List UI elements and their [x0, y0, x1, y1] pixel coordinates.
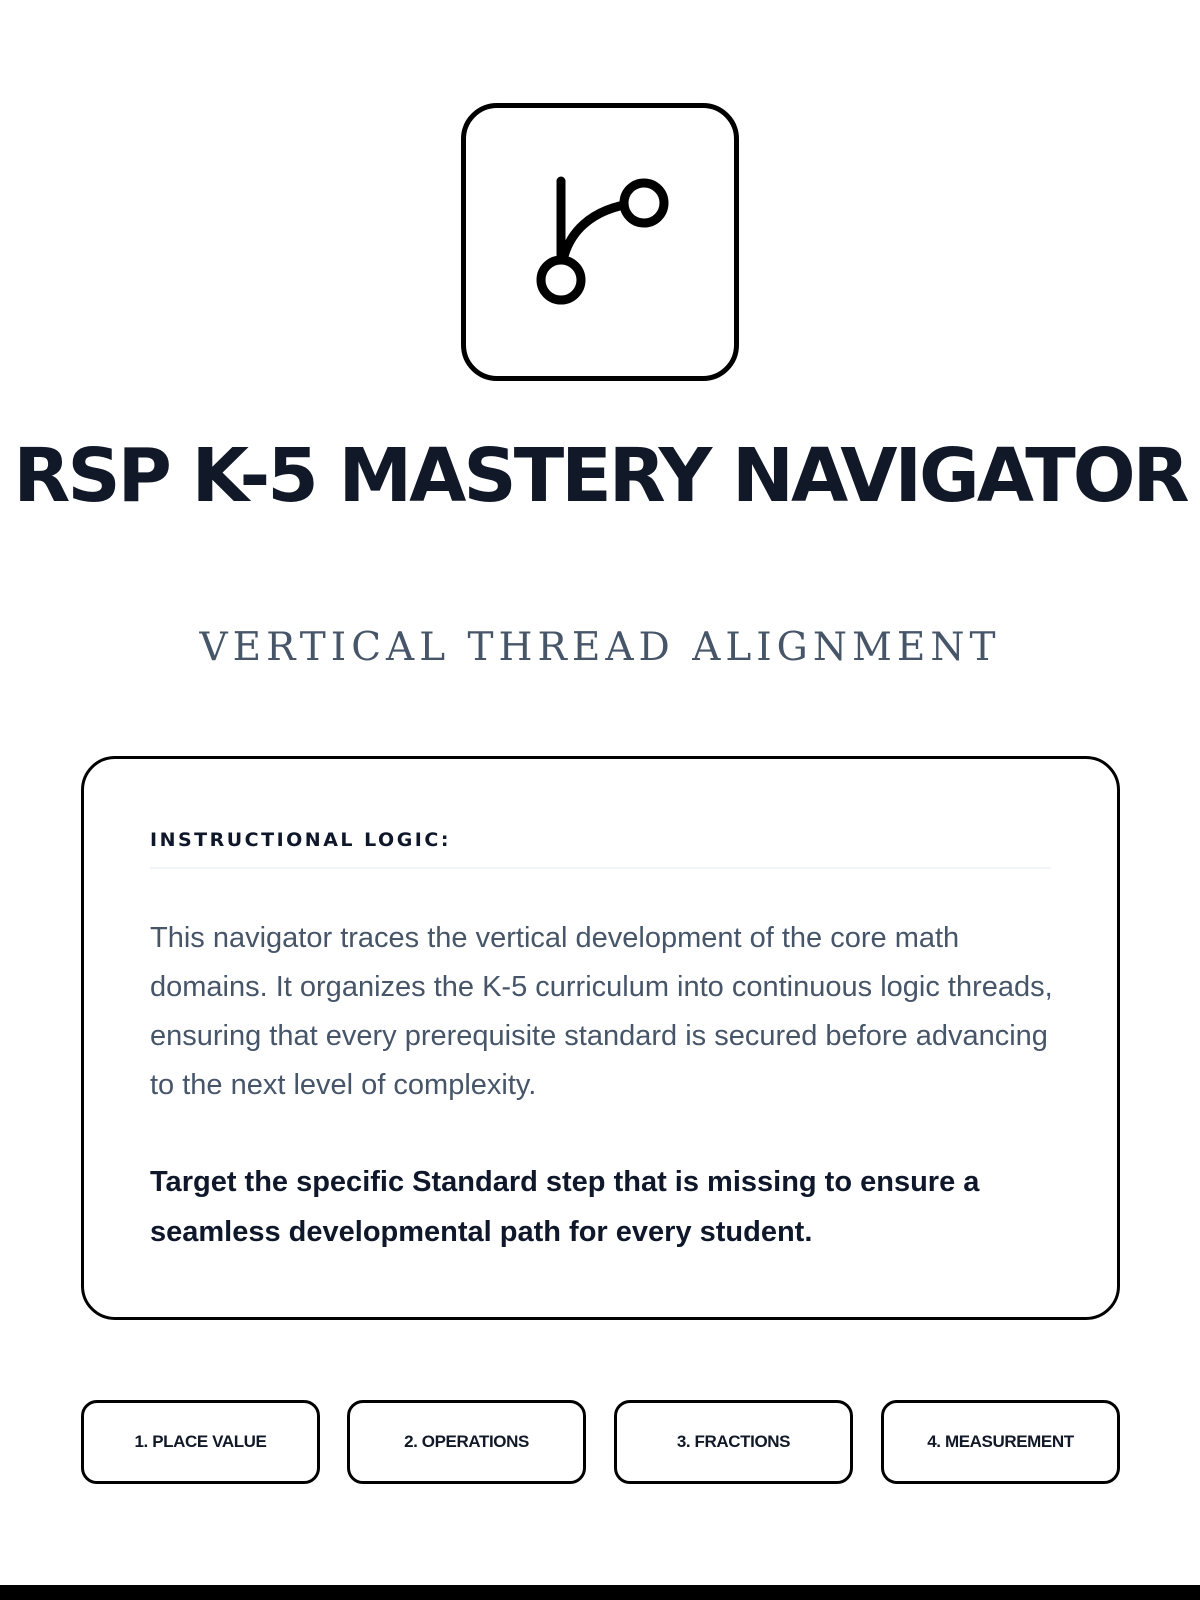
place-value-button[interactable]: 1. PLACE VALUE [81, 1400, 320, 1484]
logo-badge [461, 103, 739, 381]
domain-navigation [81, 1400, 1120, 1484]
instructional-logic-description: This navigator traces the vertical development of the core math domains. It organizes the K-5 curriculum into continuous logic threads, ensuring that every prerequisite standard is secured before advancing to the next level of complexity. [150, 922, 1053, 1101]
operations-button[interactable]: 2. OPERATIONS [347, 1400, 586, 1484]
bottom-bar [0, 1585, 1200, 1600]
git-branch-icon [466, 108, 734, 376]
instructional-logic-emphasis: Target the specific Standard step that is missing to ensure a seamless developmental path for every student. [150, 1166, 980, 1248]
instructional-logic-card [81, 756, 1120, 1320]
instructional-logic-label: INSTRUCTIONAL LOGIC: [150, 829, 451, 851]
page-title: RSP K-5 MASTERY NAVIGATOR [13, 433, 1187, 519]
page-subtitle: VERTICAL THREAD ALIGNMENT [199, 625, 1001, 670]
measurement-button[interactable]: 4. MEASUREMENT [881, 1400, 1120, 1484]
logic-divider [150, 867, 1051, 869]
fractions-button[interactable]: 3. FRACTIONS [614, 1400, 853, 1484]
